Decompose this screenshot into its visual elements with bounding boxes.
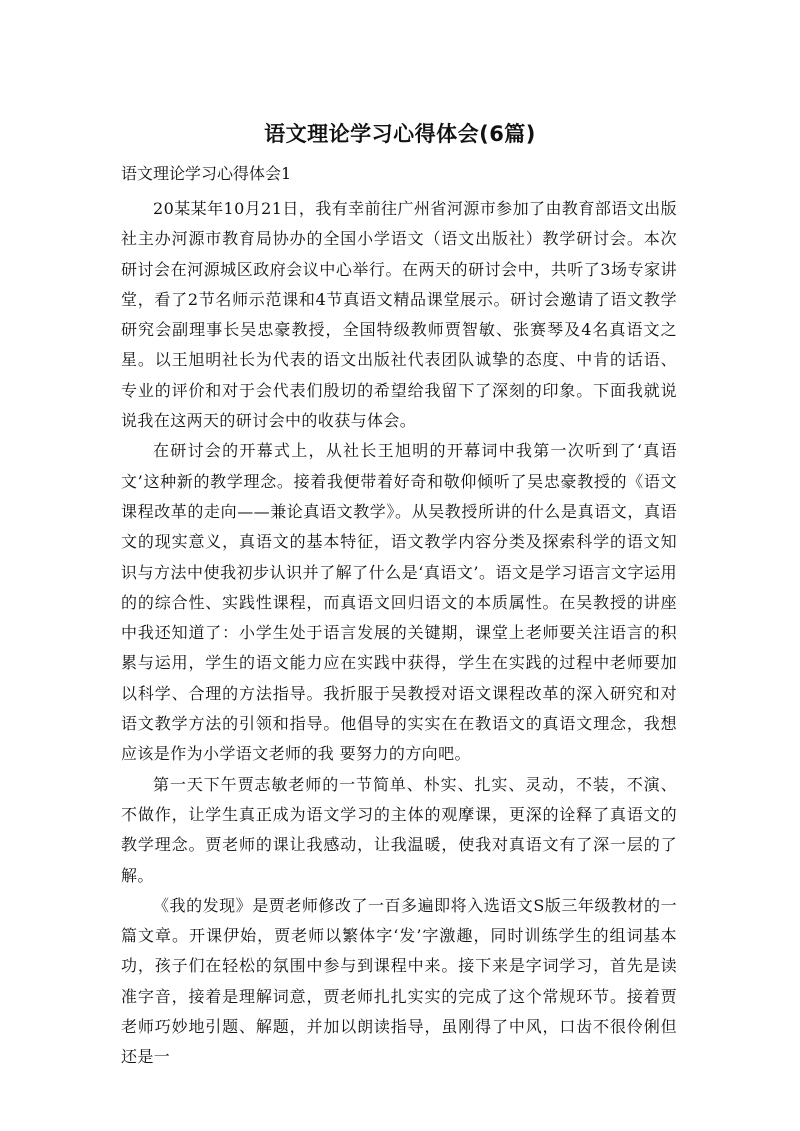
- paragraph-2: 在研讨会的开幕式上，从社长王旭明的开幕词中我第一次听到了‘真语文’这种新的教学理念。接着我便带着好奇和敬仰倾听了吴忠豪教授的《语文课程改革的走向——兼论真语文教学》。从吴教授所讲的什么是真语文，真语文的现实意义，真语文的基本特征，语文教学内容分类及探索科学的语文知识与方法中使我初步认识并了解了什么是‘真语文’。语文是学习语言文字运用的的综合性、实践性课程，而真语文回归语文的本质属性。在吴教授的讲座中我还知道了：小学生处于语言发展的关键期，课堂上老师要关注语言的积累与运用，学生的语文能力应在实践中获得，学生在实践的过程中老师要加以科学、合理的方法指导。我折服于吴教授对语文课程改革的深入研究和对语文教学方法的引领和指导。他倡导的实实在在教语文的真语文理念，我想应该是作为小学语文老师的我 要努力的方向吧。: [121, 441, 677, 764]
- section-heading: 语文理论学习心得体会1: [121, 164, 292, 183]
- document-body: [121, 194, 677, 1073]
- paragraph-4: 《我的发现》是贾老师修改了一百多遍即将入选语文S版三年级教材的一篇文章。开课伊始，贾老师以繁体字‘发’字激趣，同时训练学生的组词基本功，孩子们在轻松的氛围中参与到课程中来。接下来是字词学习，首先是读准字音，接着是理解词意，贾老师扎扎实实的完成了这个常规环节。接着贾老师巧妙地引题、解题，并加以朗读指导，虽刚得了中风，口齿不很伶俐但还是一: [121, 895, 677, 1067]
- document-title: 语文理论学习心得体会(6篇): [264, 122, 536, 146]
- paragraph-3: 第一天下午贾志敏老师的一节简单、朴实、扎实、灵动，不装，不演、不做作，让学生真正成为语文学习的主体的观摩课，更深的诠释了真语文的教学理念。贾老师的课让我感动，让我温暖，使我对真语文有了深一层的了解。: [121, 774, 677, 885]
- paragraph-1: 20某某年10月21日，我有幸前往广州省河源市参加了由教育部语文出版社主办河源市教育局协办的全国小学语文（语文出版社）教学研讨会。本次研讨会在河源城区政府会议中心举行。在两天的研讨会中，共听了3场专家讲堂，看了2节名师示范课和4节真语文精品课堂展示。研讨会邀请了语文教学研究会副理事长吴忠豪教授，全国特级教师贾智敏、张赛琴及4名真语文之星。以王旭明社长为代表的语文出版社代表团队诚挚的态度、中肯的话语、专业的评价和对于会代表们殷切的希望给我留下了深刻的印象。下面我就说说我在这两天的研讨会中的收获与体会。: [121, 199, 677, 431]
